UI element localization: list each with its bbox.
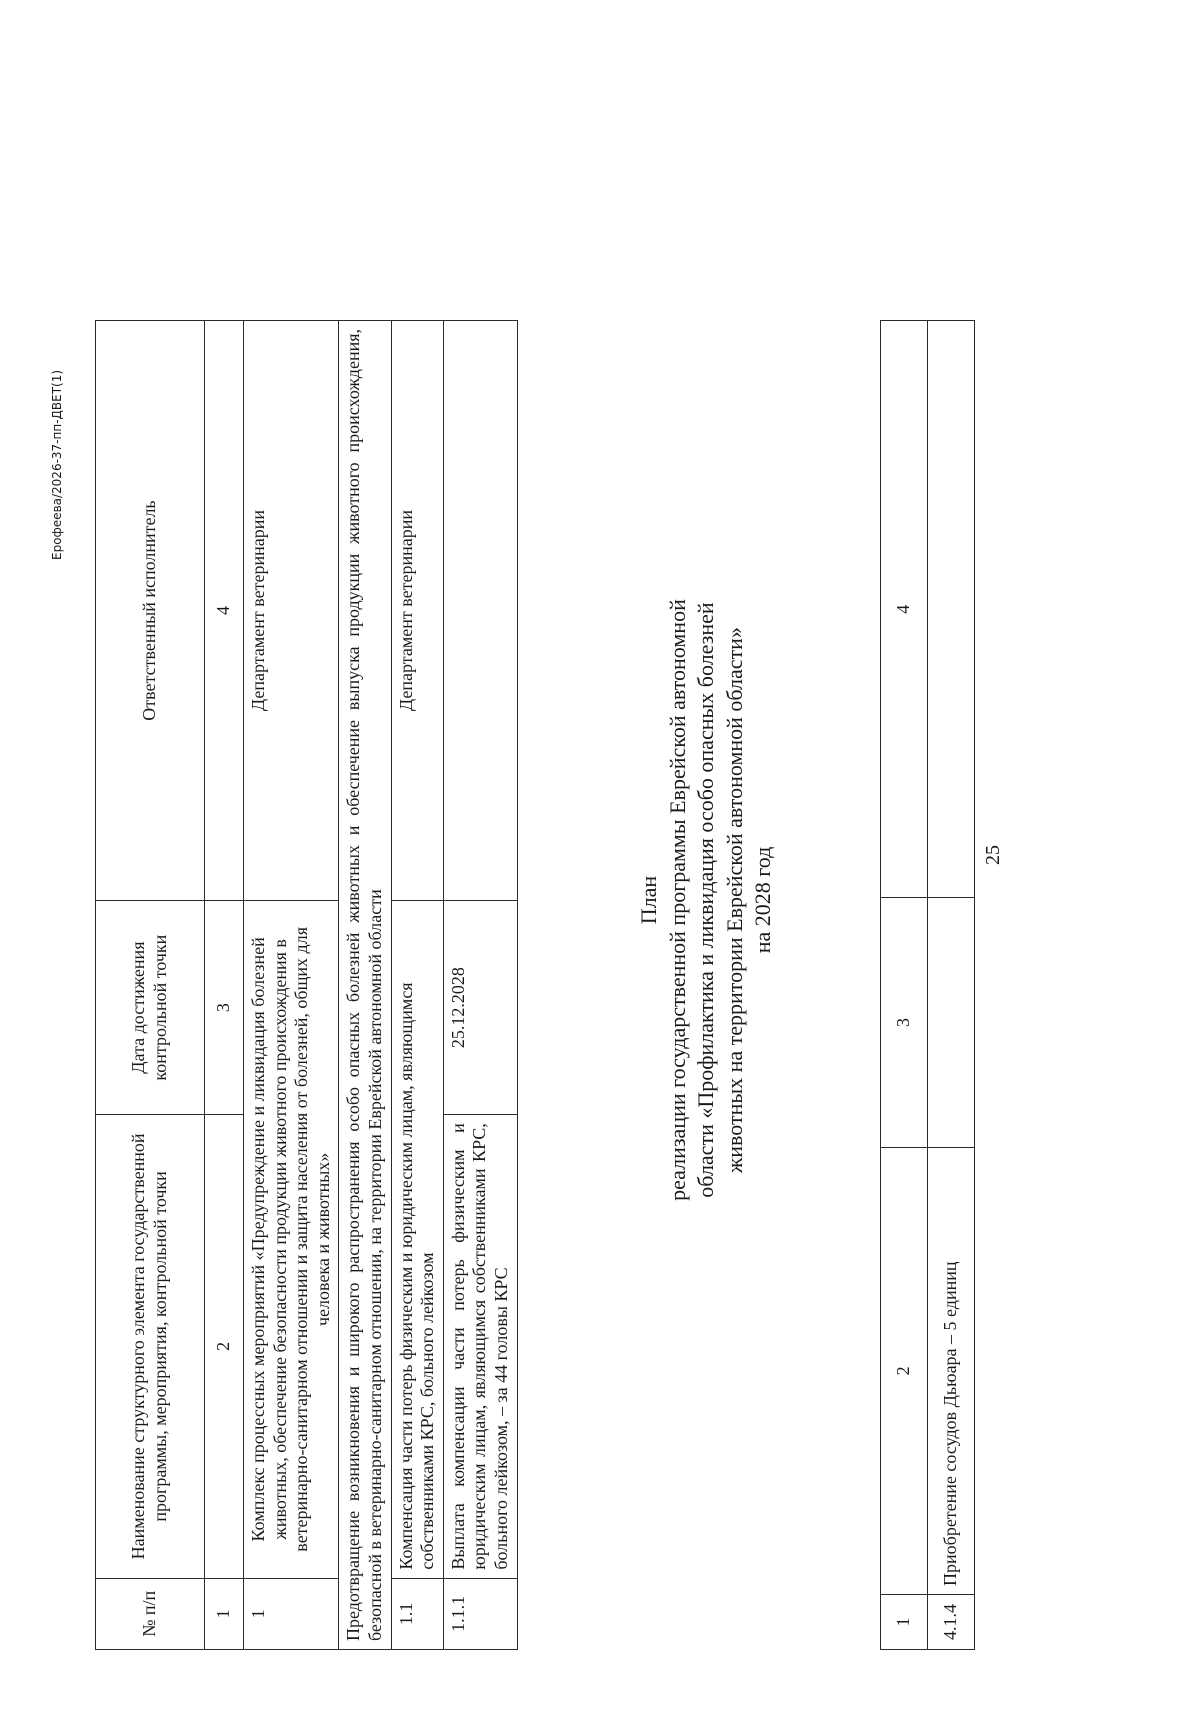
table-cell: 4 <box>205 321 244 901</box>
table-cell: 4.1.4 <box>928 1594 975 1649</box>
table-span-cell: Предотвращение возникновения и широкого распространения особо опасных болезней животных и обеспечение выпуска продукции животного происхождения, безопасной в ветеринарно-санитарном отношении, на территории Еврейской автономной области <box>339 321 391 1650</box>
plan-title-line: животных на территории Еврейской автономной области» <box>721 627 747 1173</box>
table-cell: 1.1.1 <box>443 1578 517 1649</box>
plan-title-line: реализации государственной программы Еврейской автономной <box>664 599 690 1201</box>
table-cell <box>928 321 975 898</box>
table-cell: 3 <box>881 898 928 1147</box>
table-cell: 2 <box>205 1115 244 1578</box>
rotated-page <box>50 70 1070 1650</box>
plan-title-line: на 2028 год <box>750 846 776 954</box>
header-cell-date: Дата достижения контрольной точки <box>96 901 205 1115</box>
header-cell-name: Наименование структурного элемента государственной программы, мероприятия, контрольной точки <box>96 1115 205 1578</box>
table-row <box>443 321 517 1650</box>
table-numbering-row <box>205 321 244 1650</box>
table-cell: Комплекс процессных мероприятий «Предупреждение и ликвидация болезней животных, обеспечение безопасности продукции животного происхождения в ветеринарно-санитарном отношении и защита населения от болезней, общих для человека и животных» <box>244 901 339 1579</box>
table-cell <box>928 898 975 1147</box>
table-cell: 25.12.2028 <box>443 901 517 1115</box>
plan-title <box>635 400 778 1400</box>
table-cell: 4 <box>881 321 928 898</box>
table-cell <box>443 321 517 901</box>
document-code: Ерофеева/2026-37-пп-ДВЕТ(1) <box>50 369 64 560</box>
table-header-row <box>96 321 205 1650</box>
plan-title-line: области «Профилактика и ликвидация особо опасных болезней <box>693 602 719 1198</box>
table-cell: Выплата компенсации части потерь физическим и юридическим лицам, являющимся собственниками КРС, больного лейкозом, – за 44 головы КРС <box>443 1115 517 1578</box>
page-number: 25 <box>982 845 1004 865</box>
table-cell: Департамент ветеринарии <box>391 321 443 901</box>
header-cell-responsible: Ответственный исполнитель <box>96 321 205 901</box>
table-row <box>339 321 391 1650</box>
table-row <box>391 321 443 1650</box>
plan-table <box>95 320 518 1650</box>
plan-heading: План <box>636 875 661 925</box>
table-cell: 3 <box>205 901 244 1115</box>
table-row <box>244 321 339 1650</box>
header-cell-number: № п/п <box>96 1578 205 1649</box>
table-row <box>928 321 975 1650</box>
table-cell: Приобретение сосудов Дьюара – 5 единиц <box>928 1147 975 1594</box>
table-cell: 1 <box>881 1594 928 1649</box>
table-header-row <box>881 321 928 1650</box>
table-cell: 1 <box>244 1578 339 1649</box>
table-cell: Департамент ветеринарии <box>244 321 339 901</box>
table-cell: Компенсация части потерь физическим и юридическим лицам, являющимся собственниками КРС, больного лейкозом <box>391 901 443 1579</box>
table-cell: 1.1 <box>391 1578 443 1649</box>
table-cell: 2 <box>881 1147 928 1594</box>
table-cell: 1 <box>205 1578 244 1649</box>
continuation-table <box>880 320 975 1650</box>
